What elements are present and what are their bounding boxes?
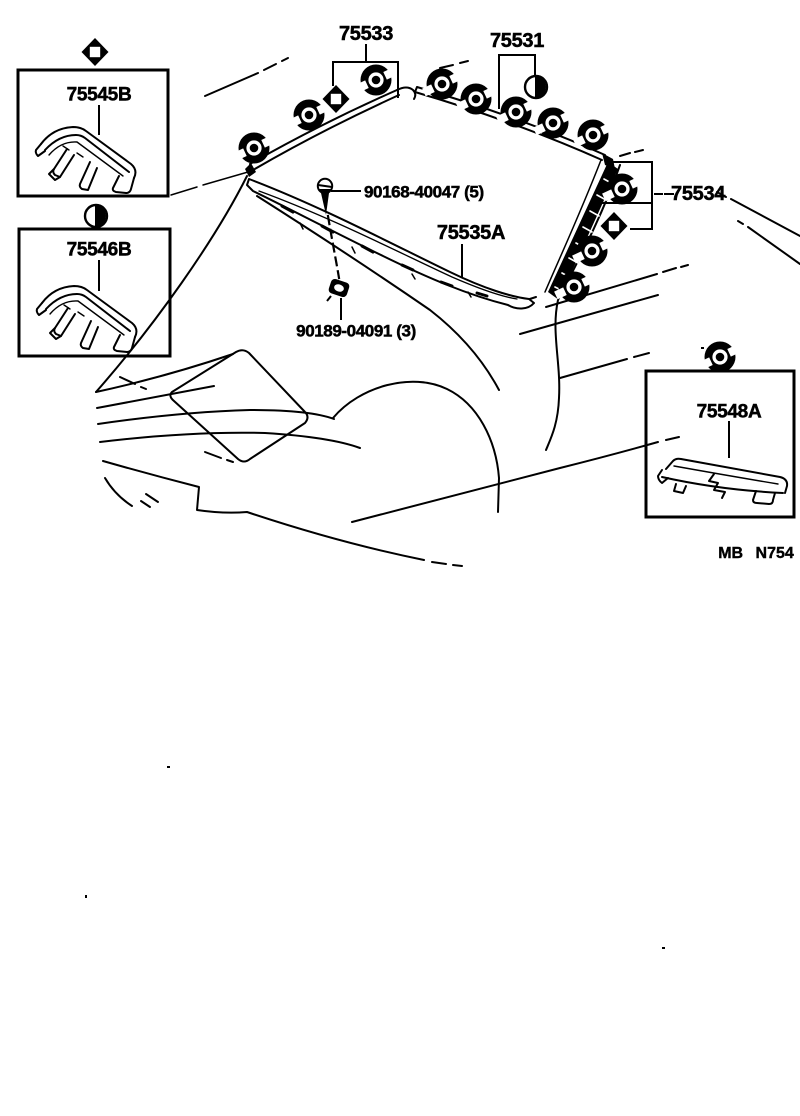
hood-dash-left (120, 377, 146, 389)
part-label-75546b: 75546B (66, 239, 132, 261)
clip-icon (573, 120, 613, 151)
part-label-screw: 90168-40047 (5) (364, 182, 484, 202)
half-shaded-circle-icon (85, 205, 107, 227)
moulding-top-junction (397, 88, 415, 100)
a-pillar-door-line (546, 165, 620, 450)
moulding-75533-strip (250, 90, 399, 170)
corner-piece-75545b-drawing (36, 127, 136, 193)
page-code: MB N754 (718, 545, 794, 562)
part-label-75548a: 75548A (696, 401, 762, 423)
part-label-75534: 75534 (671, 183, 726, 205)
clip-icon (234, 133, 274, 164)
inset-box-75548a (646, 371, 794, 517)
retainer-75548a-drawing (658, 459, 787, 504)
corner-joint-dashes (620, 150, 643, 156)
clip-icon (496, 97, 536, 128)
clip-icon (700, 342, 740, 373)
print-specks (85, 347, 704, 949)
clip-icon (422, 69, 462, 100)
part-label-75531: 75531 (489, 30, 545, 52)
bumper-lower-line (103, 461, 462, 566)
roof-dashes-right (440, 61, 468, 68)
part-label-75545b: 75545B (66, 84, 132, 106)
moulding-75533-end-cap (245, 163, 256, 177)
cowl-line-2 (520, 295, 658, 334)
rocker-line (352, 437, 679, 522)
diamond-clip-icon (82, 38, 109, 66)
diamond-clip-icon (601, 212, 628, 240)
belt-crease-line (560, 353, 649, 378)
clip-icon (356, 65, 396, 96)
roof-dashes (264, 58, 288, 70)
roof-edge-line (205, 73, 258, 96)
beltline-upper (717, 192, 800, 236)
beltline-lower (738, 221, 800, 264)
clip-icon (533, 108, 573, 139)
inset-leader-line (171, 172, 248, 195)
half-shaded-circle-icon (525, 76, 547, 98)
corner-piece-75546b-drawing (37, 286, 137, 352)
car-body-line-art (96, 58, 800, 566)
part-label-clip-nut: 90189-04091 (3) (296, 321, 416, 341)
hood-dash-mid (205, 452, 233, 462)
bumper-corner-arc (105, 478, 132, 506)
part-label-75535a: 75535A (436, 222, 506, 244)
bumper-ticks (141, 494, 158, 507)
part-label-75533: 75533 (338, 23, 394, 45)
push-nut-icon (327, 278, 350, 301)
